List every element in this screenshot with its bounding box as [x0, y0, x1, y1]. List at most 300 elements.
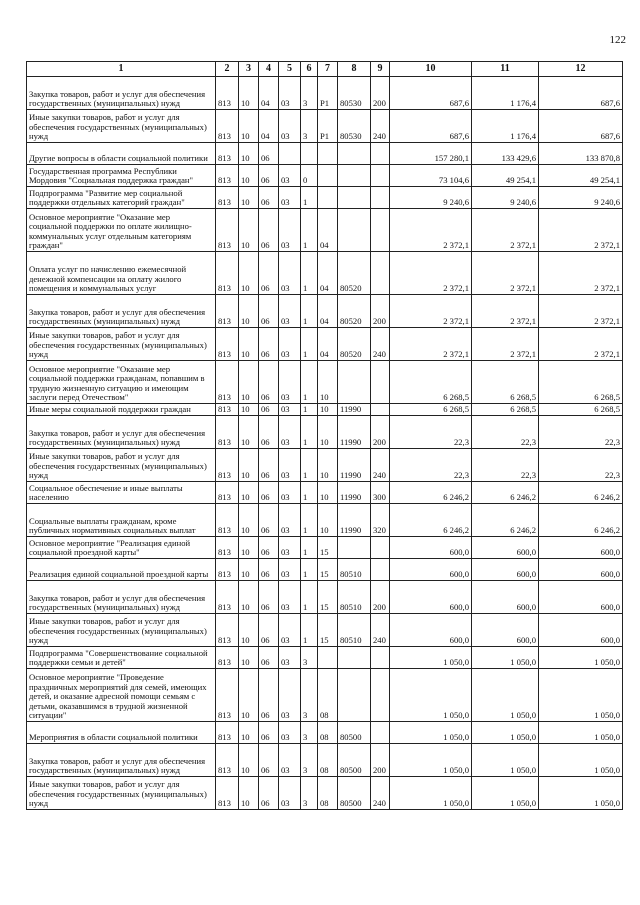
row-name: Закупка товаров, работ и услуг для обеспечения государственных (муниципальных) нужд [27, 77, 216, 110]
row-activity: P1 [318, 77, 338, 110]
column-header: 2 [216, 62, 239, 77]
row-subsection: 06 [259, 669, 279, 722]
row-program: 03 [279, 252, 301, 295]
row-program: 03 [279, 722, 301, 744]
row-section: 10 [239, 404, 259, 416]
row-subprogram: 1 [301, 328, 318, 361]
row-value-year1: 22,3 [390, 416, 472, 449]
row-value-year2: 600,0 [472, 559, 539, 581]
row-section: 10 [239, 77, 259, 110]
row-value-year3: 6 246,2 [539, 504, 623, 537]
row-admin-code: 813 [216, 482, 239, 504]
table-row [27, 504, 623, 537]
row-name: Оплата услуг по начислению ежемесячной денежной компенсации на оплату жилого помещения и коммунальных услуг [27, 252, 216, 295]
row-direction: 80510 [338, 581, 371, 614]
row-program: 03 [279, 416, 301, 449]
row-activity: 08 [318, 722, 338, 744]
row-program: 03 [279, 328, 301, 361]
row-value-year3: 600,0 [539, 537, 623, 559]
table-row [27, 77, 623, 110]
row-subsection: 04 [259, 77, 279, 110]
row-subprogram: 1 [301, 581, 318, 614]
row-admin-code: 813 [216, 449, 239, 482]
row-direction [338, 165, 371, 187]
row-name: Закупка товаров, работ и услуг для обеспечения государственных (муниципальных) нужд [27, 744, 216, 777]
row-direction: 11990 [338, 416, 371, 449]
row-subprogram: 1 [301, 504, 318, 537]
row-program: 03 [279, 110, 301, 143]
row-value-year1: 600,0 [390, 614, 472, 647]
row-activity [318, 165, 338, 187]
column-header: 12 [539, 62, 623, 77]
row-value-year3: 1 050,0 [539, 647, 623, 669]
row-direction [338, 187, 371, 209]
row-value-year3: 600,0 [539, 559, 623, 581]
budget-table [26, 61, 623, 810]
row-name: Подпрограмма "Развитие мер социальной поддержки отдельных категорий граждан" [27, 187, 216, 209]
row-program: 03 [279, 187, 301, 209]
row-expense-type [371, 252, 390, 295]
row-subprogram: 3 [301, 777, 318, 810]
row-activity: 04 [318, 328, 338, 361]
row-name: Социальные выплаты гражданам, кроме публичных нормативных социальных выплат [27, 504, 216, 537]
row-subsection: 06 [259, 143, 279, 165]
row-value-year3: 2 372,1 [539, 209, 623, 252]
row-expense-type: 320 [371, 504, 390, 537]
row-expense-type [371, 361, 390, 404]
row-subprogram: 1 [301, 361, 318, 404]
row-activity: 15 [318, 581, 338, 614]
row-activity: 10 [318, 361, 338, 404]
row-section: 10 [239, 777, 259, 810]
row-value-year3: 2 372,1 [539, 252, 623, 295]
row-value-year3: 9 240,6 [539, 187, 623, 209]
row-program: 03 [279, 361, 301, 404]
table-row [27, 744, 623, 777]
row-expense-type [371, 722, 390, 744]
row-program: 03 [279, 77, 301, 110]
row-section: 10 [239, 504, 259, 537]
row-name: Подпрограмма "Совершенствование социальной поддержки семьи и детей" [27, 647, 216, 669]
row-program: 03 [279, 669, 301, 722]
row-value-year1: 157 280,1 [390, 143, 472, 165]
row-value-year1: 6 246,2 [390, 482, 472, 504]
row-name: Основное мероприятие "Оказание мер социальной поддержки гражданам, попавшим в трудную жизненную ситуацию и имеющим заслуги перед Отечеством" [27, 361, 216, 404]
row-value-year2: 6 268,5 [472, 404, 539, 416]
row-subprogram: 1 [301, 449, 318, 482]
row-subprogram: 1 [301, 187, 318, 209]
row-direction: 11990 [338, 449, 371, 482]
row-admin-code: 813 [216, 504, 239, 537]
row-program: 03 [279, 295, 301, 328]
row-expense-type [371, 404, 390, 416]
row-expense-type: 200 [371, 77, 390, 110]
row-activity: 04 [318, 252, 338, 295]
row-program: 03 [279, 537, 301, 559]
table-row [27, 614, 623, 647]
row-subsection: 06 [259, 537, 279, 559]
row-value-year1: 9 240,6 [390, 187, 472, 209]
column-header: 8 [338, 62, 371, 77]
row-name: Иные закупки товаров, работ и услуг для обеспечения государственных (муниципальных) нужд [27, 110, 216, 143]
row-name: Иные закупки товаров, работ и услуг для обеспечения государственных (муниципальных) нужд [27, 777, 216, 810]
row-activity: 10 [318, 449, 338, 482]
row-name: Иные закупки товаров, работ и услуг для обеспечения государственных (муниципальных) нужд [27, 328, 216, 361]
row-value-year3: 2 372,1 [539, 295, 623, 328]
row-subsection: 06 [259, 165, 279, 187]
row-direction [338, 209, 371, 252]
row-value-year1: 6 268,5 [390, 361, 472, 404]
row-subsection: 06 [259, 187, 279, 209]
row-subsection: 06 [259, 404, 279, 416]
row-value-year1: 2 372,1 [390, 295, 472, 328]
row-admin-code: 813 [216, 722, 239, 744]
row-subsection: 06 [259, 614, 279, 647]
row-program: 03 [279, 504, 301, 537]
row-section: 10 [239, 581, 259, 614]
row-subprogram: 1 [301, 614, 318, 647]
row-admin-code: 813 [216, 404, 239, 416]
row-direction: 80530 [338, 110, 371, 143]
row-program: 03 [279, 614, 301, 647]
table-row [27, 559, 623, 581]
row-subprogram: 3 [301, 669, 318, 722]
row-subprogram: 3 [301, 110, 318, 143]
column-header: 5 [279, 62, 301, 77]
row-name: Иные закупки товаров, работ и услуг для обеспечения государственных (муниципальных) нужд [27, 614, 216, 647]
row-expense-type [371, 209, 390, 252]
row-admin-code: 813 [216, 77, 239, 110]
row-section: 10 [239, 328, 259, 361]
row-section: 10 [239, 614, 259, 647]
row-program [279, 143, 301, 165]
row-subprogram: 1 [301, 209, 318, 252]
row-value-year3: 1 050,0 [539, 744, 623, 777]
table-row [27, 777, 623, 810]
row-name: Государственная программа Республики Мордовия "Социальная поддержка граждан" [27, 165, 216, 187]
table-row [27, 647, 623, 669]
row-program: 03 [279, 209, 301, 252]
row-value-year2: 2 372,1 [472, 295, 539, 328]
table-row [27, 416, 623, 449]
row-section: 10 [239, 647, 259, 669]
row-program: 03 [279, 165, 301, 187]
row-name: Закупка товаров, работ и услуг для обеспечения государственных (муниципальных) нужд [27, 416, 216, 449]
row-section: 10 [239, 722, 259, 744]
row-expense-type: 200 [371, 581, 390, 614]
row-value-year3: 1 050,0 [539, 777, 623, 810]
row-value-year1: 1 050,0 [390, 777, 472, 810]
table-row [27, 165, 623, 187]
row-admin-code: 813 [216, 647, 239, 669]
row-direction: 11990 [338, 504, 371, 537]
row-direction [338, 669, 371, 722]
row-value-year2: 6 268,5 [472, 361, 539, 404]
row-section: 10 [239, 295, 259, 328]
row-direction: 80530 [338, 77, 371, 110]
table-row [27, 537, 623, 559]
row-subsection: 06 [259, 744, 279, 777]
row-direction: 80510 [338, 559, 371, 581]
table-row [27, 669, 623, 722]
column-header: 10 [390, 62, 472, 77]
row-value-year3: 600,0 [539, 581, 623, 614]
row-value-year2: 9 240,6 [472, 187, 539, 209]
row-section: 10 [239, 537, 259, 559]
row-value-year2: 1 050,0 [472, 722, 539, 744]
row-value-year1: 6 268,5 [390, 404, 472, 416]
row-activity: 04 [318, 295, 338, 328]
row-subsection: 06 [259, 559, 279, 581]
row-program: 03 [279, 744, 301, 777]
row-subprogram: 1 [301, 482, 318, 504]
table-row [27, 187, 623, 209]
row-section: 10 [239, 165, 259, 187]
row-subsection: 06 [259, 361, 279, 404]
row-value-year3: 49 254,1 [539, 165, 623, 187]
row-program: 03 [279, 482, 301, 504]
row-value-year2: 1 050,0 [472, 669, 539, 722]
table-row [27, 449, 623, 482]
row-admin-code: 813 [216, 143, 239, 165]
row-name: Другие вопросы в области социальной политики [27, 143, 216, 165]
row-value-year2: 49 254,1 [472, 165, 539, 187]
table-row [27, 110, 623, 143]
row-value-year1: 2 372,1 [390, 328, 472, 361]
row-value-year2: 1 050,0 [472, 647, 539, 669]
row-subsection: 06 [259, 504, 279, 537]
row-activity: 15 [318, 614, 338, 647]
row-subprogram: 1 [301, 559, 318, 581]
row-value-year1: 687,6 [390, 110, 472, 143]
row-admin-code: 813 [216, 328, 239, 361]
row-subsection: 06 [259, 209, 279, 252]
row-value-year3: 600,0 [539, 614, 623, 647]
row-section: 10 [239, 361, 259, 404]
table-row [27, 482, 623, 504]
row-activity: 04 [318, 209, 338, 252]
row-subprogram: 3 [301, 722, 318, 744]
row-section: 10 [239, 669, 259, 722]
table-row [27, 581, 623, 614]
row-subprogram: 0 [301, 165, 318, 187]
row-value-year2: 22,3 [472, 449, 539, 482]
row-direction: 11990 [338, 404, 371, 416]
row-activity [318, 143, 338, 165]
row-subsection: 06 [259, 482, 279, 504]
row-value-year1: 600,0 [390, 537, 472, 559]
table-row [27, 252, 623, 295]
row-activity: P1 [318, 110, 338, 143]
row-expense-type: 200 [371, 744, 390, 777]
row-name: Иные закупки товаров, работ и услуг для обеспечения государственных (муниципальных) нужд [27, 449, 216, 482]
row-value-year2: 1 176,4 [472, 110, 539, 143]
row-name: Основное мероприятие "Проведение праздничных мероприятий для семей, имеющих детей, и оказание адресной помощи семьям с детьми, оказавшимся в трудной жизненной ситуации" [27, 669, 216, 722]
row-program: 03 [279, 449, 301, 482]
table-row [27, 209, 623, 252]
column-header: 11 [472, 62, 539, 77]
row-value-year1: 600,0 [390, 559, 472, 581]
row-direction: 80520 [338, 295, 371, 328]
row-subprogram: 1 [301, 416, 318, 449]
row-expense-type [371, 165, 390, 187]
row-direction [338, 647, 371, 669]
row-value-year2: 600,0 [472, 537, 539, 559]
row-section: 10 [239, 187, 259, 209]
row-direction [338, 537, 371, 559]
row-activity: 10 [318, 504, 338, 537]
row-admin-code: 813 [216, 165, 239, 187]
row-subsection: 06 [259, 252, 279, 295]
row-program: 03 [279, 559, 301, 581]
row-activity: 15 [318, 559, 338, 581]
row-value-year1: 2 372,1 [390, 252, 472, 295]
row-value-year1: 600,0 [390, 581, 472, 614]
row-admin-code: 813 [216, 252, 239, 295]
column-header: 3 [239, 62, 259, 77]
row-admin-code: 813 [216, 361, 239, 404]
row-section: 10 [239, 110, 259, 143]
row-admin-code: 813 [216, 559, 239, 581]
row-value-year1: 6 246,2 [390, 504, 472, 537]
row-subprogram: 1 [301, 537, 318, 559]
row-name: Реализация единой социальной проездной карты [27, 559, 216, 581]
row-section: 10 [239, 449, 259, 482]
row-activity: 10 [318, 482, 338, 504]
row-value-year2: 600,0 [472, 614, 539, 647]
row-value-year2: 600,0 [472, 581, 539, 614]
row-direction [338, 361, 371, 404]
row-name: Основное мероприятие "Оказание мер социальной поддержки по оплате жилищно-коммунальных услуг отдельным категориям граждан" [27, 209, 216, 252]
row-value-year1: 1 050,0 [390, 647, 472, 669]
row-expense-type [371, 559, 390, 581]
row-value-year3: 22,3 [539, 449, 623, 482]
row-subprogram [301, 143, 318, 165]
row-value-year2: 6 246,2 [472, 482, 539, 504]
row-value-year2: 1 176,4 [472, 77, 539, 110]
row-subsection: 06 [259, 581, 279, 614]
row-section: 10 [239, 416, 259, 449]
row-value-year3: 133 870,8 [539, 143, 623, 165]
row-subsection: 06 [259, 416, 279, 449]
row-activity: 10 [318, 416, 338, 449]
row-value-year2: 2 372,1 [472, 328, 539, 361]
row-value-year3: 687,6 [539, 77, 623, 110]
row-admin-code: 813 [216, 537, 239, 559]
row-expense-type: 240 [371, 777, 390, 810]
row-expense-type: 240 [371, 328, 390, 361]
row-value-year3: 22,3 [539, 416, 623, 449]
table-body [27, 77, 623, 810]
row-program: 03 [279, 581, 301, 614]
row-activity [318, 187, 338, 209]
row-direction: 80500 [338, 722, 371, 744]
row-value-year1: 2 372,1 [390, 209, 472, 252]
row-program: 03 [279, 647, 301, 669]
row-value-year3: 6 268,5 [539, 404, 623, 416]
row-direction [338, 143, 371, 165]
row-expense-type [371, 187, 390, 209]
row-activity: 08 [318, 744, 338, 777]
row-program: 03 [279, 404, 301, 416]
row-admin-code: 813 [216, 416, 239, 449]
column-header: 1 [27, 62, 216, 77]
row-activity: 10 [318, 404, 338, 416]
page-number: 122 [609, 34, 626, 46]
table-row [27, 295, 623, 328]
column-header: 6 [301, 62, 318, 77]
row-direction: 80520 [338, 252, 371, 295]
row-expense-type: 240 [371, 449, 390, 482]
row-value-year2: 133 429,6 [472, 143, 539, 165]
row-value-year1: 687,6 [390, 77, 472, 110]
row-value-year1: 1 050,0 [390, 744, 472, 777]
row-value-year3: 1 050,0 [539, 669, 623, 722]
row-section: 10 [239, 744, 259, 777]
row-value-year1: 1 050,0 [390, 669, 472, 722]
table-row [27, 328, 623, 361]
row-subprogram: 3 [301, 647, 318, 669]
row-subsection: 06 [259, 722, 279, 744]
row-admin-code: 813 [216, 614, 239, 647]
row-expense-type [371, 647, 390, 669]
row-activity: 08 [318, 669, 338, 722]
row-subprogram: 1 [301, 252, 318, 295]
row-value-year2: 2 372,1 [472, 252, 539, 295]
row-admin-code: 813 [216, 581, 239, 614]
row-expense-type [371, 537, 390, 559]
row-program: 03 [279, 777, 301, 810]
row-section: 10 [239, 252, 259, 295]
row-value-year2: 2 372,1 [472, 209, 539, 252]
row-section: 10 [239, 559, 259, 581]
row-value-year3: 1 050,0 [539, 722, 623, 744]
row-admin-code: 813 [216, 669, 239, 722]
table-row [27, 143, 623, 165]
row-value-year3: 687,6 [539, 110, 623, 143]
row-subprogram: 3 [301, 744, 318, 777]
row-admin-code: 813 [216, 209, 239, 252]
row-name: Закупка товаров, работ и услуг для обеспечения государственных (муниципальных) нужд [27, 295, 216, 328]
row-name: Мероприятия в области социальной политики [27, 722, 216, 744]
row-expense-type: 200 [371, 295, 390, 328]
row-value-year3: 6 268,5 [539, 361, 623, 404]
row-subsection: 06 [259, 647, 279, 669]
row-value-year1: 73 104,6 [390, 165, 472, 187]
row-expense-type: 200 [371, 416, 390, 449]
row-value-year1: 22,3 [390, 449, 472, 482]
table-row [27, 361, 623, 404]
row-value-year1: 1 050,0 [390, 722, 472, 744]
table-row [27, 722, 623, 744]
row-section: 10 [239, 143, 259, 165]
column-header: 7 [318, 62, 338, 77]
row-activity: 15 [318, 537, 338, 559]
row-expense-type: 240 [371, 614, 390, 647]
row-activity [318, 647, 338, 669]
row-value-year2: 22,3 [472, 416, 539, 449]
column-header: 9 [371, 62, 390, 77]
row-value-year2: 6 246,2 [472, 504, 539, 537]
row-admin-code: 813 [216, 295, 239, 328]
row-direction: 80500 [338, 777, 371, 810]
row-expense-type [371, 669, 390, 722]
row-admin-code: 813 [216, 187, 239, 209]
row-activity: 08 [318, 777, 338, 810]
row-subsection: 06 [259, 449, 279, 482]
row-direction: 80520 [338, 328, 371, 361]
row-subprogram: 1 [301, 404, 318, 416]
